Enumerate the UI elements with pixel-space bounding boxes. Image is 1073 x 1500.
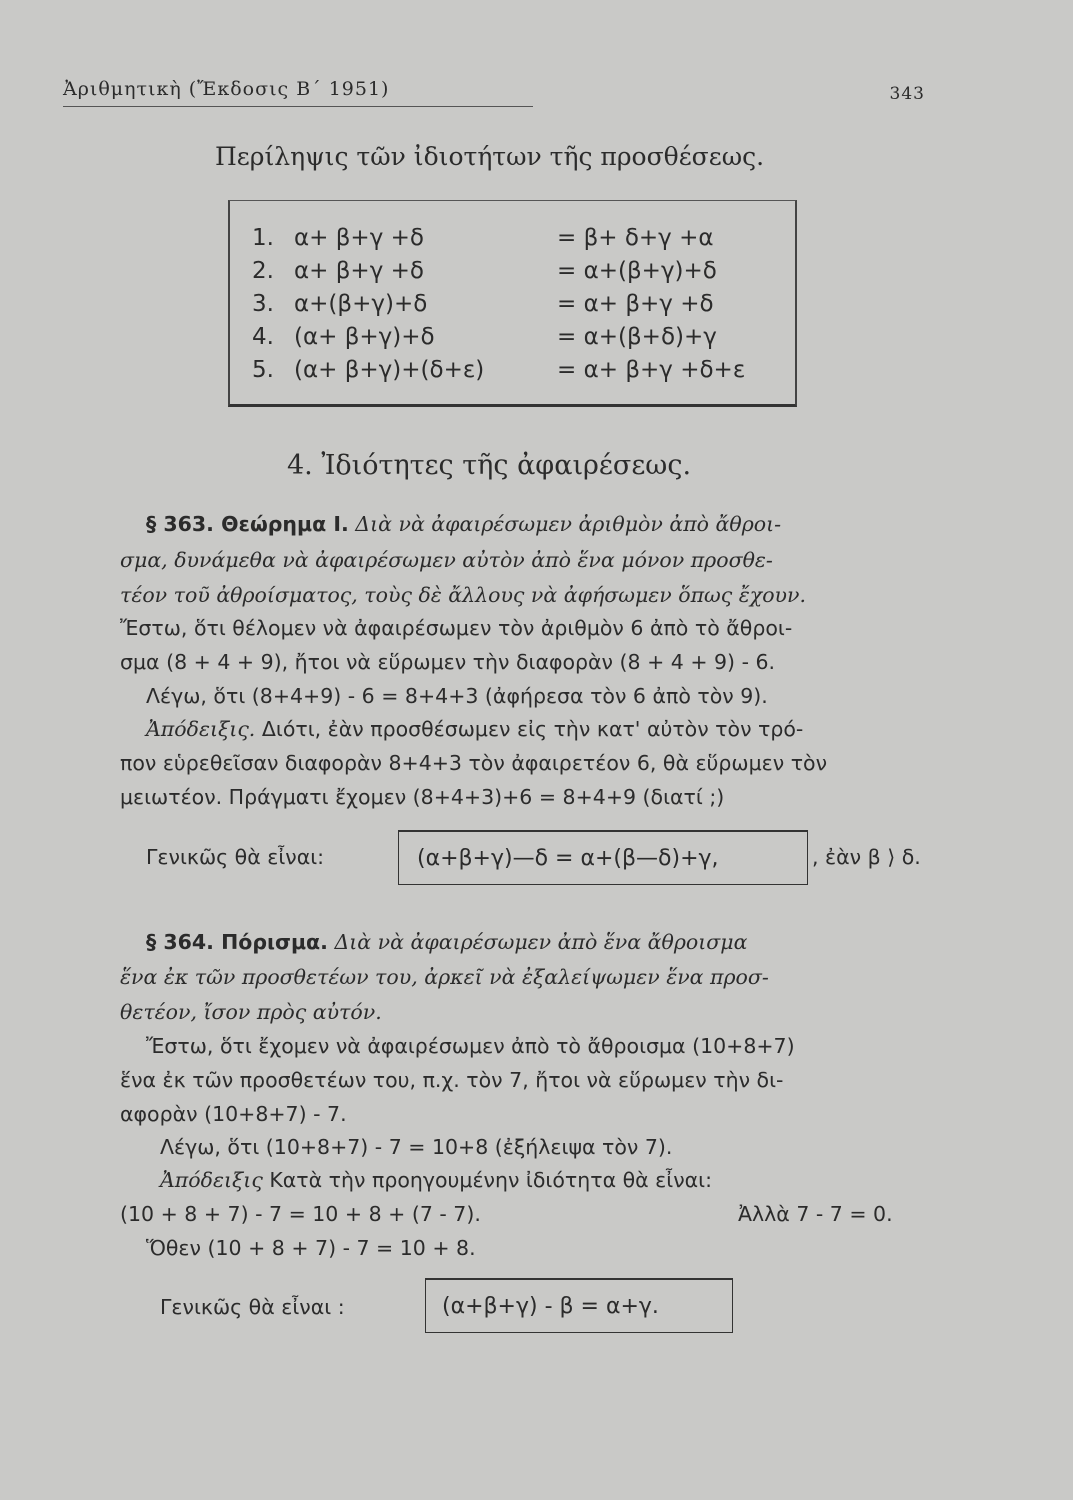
paragraph-line: Λέγω, ὅτι (8+4+9) - 6 = 8+4+3 (ἀφήρεσα τὸν 6 ἀπὸ τὸν 9). bbox=[146, 684, 768, 708]
corollary-label: § 364. Πόρισμα. bbox=[146, 930, 328, 954]
proof-line-1: Ἀπόδειξις Κατὰ τὴν προηγουμένην ἰδιότητα θὰ εἶναι: bbox=[160, 1168, 712, 1192]
proof-label: Ἀπόδειξις bbox=[160, 1168, 263, 1192]
section-heading: 4. Ἰδιότητες τῆς ἀφαιρέσεως. bbox=[287, 450, 692, 481]
formula-box bbox=[398, 830, 808, 885]
corollary-line-1: § 364. Πόρισμα. Διὰ νὰ ἀφαιρέσωμεν ἀπὸ ἕνα ἄθροισμα bbox=[146, 930, 748, 954]
corollary-line-2: ἕνα ἐκ τῶν προσθετέων του, ἀρκεῖ νὰ ἐξαλείψωμεν ἕνα προσ- bbox=[120, 965, 769, 989]
theorem-line-3: τέον τοῦ ἀθροίσματος, τοὺς δὲ ἄλλους νὰ ἀφήσωμεν ὅπως ἔχουν. bbox=[120, 583, 806, 607]
theorem-line-1: § 363. Θεώρημα Ι. Διὰ νὰ ἀφαιρέσωμεν ἀριθμὸν ἀπὸ ἄθροι- bbox=[146, 512, 782, 536]
running-header bbox=[63, 78, 933, 104]
proof-line-1: Ἀπόδειξις. Διότι, ἐὰν προσθέσωμεν εἰς τὴν κατ' αὐτὸν τὸν τρό- bbox=[146, 717, 804, 741]
formula-condition: , ἐὰν β ⟩ δ. bbox=[812, 845, 921, 869]
paragraph-line: σμα (8 + 4 + 9), ἤτοι νὰ εὕρωμεν τὴν διαφορὰν (8 + 4 + 9) - 6. bbox=[120, 650, 776, 674]
paragraph-line: μειωτέον. Πράγματι ἔχομεν (8+4+3)+6 = 8+4+9 (διατί ;) bbox=[120, 785, 725, 809]
paragraph-line: ἕνα ἐκ τῶν προσθετέων του, π.χ. τὸν 7, ἤτοι νὰ εὕρωμεν τὴν δι- bbox=[120, 1068, 784, 1092]
theorem-line-2: σμα, δυνάμεθα νὰ ἀφαιρέσωμεν αὐτὸν ἀπὸ ἕνα μόνον προσθε- bbox=[120, 548, 773, 572]
formula: (α+β+γ) - β = α+γ. bbox=[442, 1293, 659, 1319]
theorem-label: § 363. Θεώρημα Ι. bbox=[146, 512, 349, 536]
summary-title: Περίληψις τῶν ἰδιοτήτων τῆς προσθέσεως. bbox=[215, 142, 765, 171]
formula-box bbox=[425, 1278, 733, 1333]
paragraph-line: Ἔστω, ὅτι ἔχομεν νὰ ἀφαιρέσωμεν ἀπὸ τὸ ἄθροισμα (10+8+7) bbox=[146, 1034, 795, 1058]
general-label: Γενικῶς θὰ εἶναι: bbox=[146, 845, 325, 869]
paragraph-line: αφορὰν (10+8+7) - 7. bbox=[120, 1102, 347, 1126]
proof-label: Ἀπόδειξις. bbox=[146, 717, 256, 741]
general-label: Γενικῶς θὰ εἶναι : bbox=[160, 1295, 345, 1319]
paragraph-line: Ἔστω, ὅτι θέλομεν νὰ ἀφαιρέσωμεν τὸν ἀριθμὸν 6 ἀπὸ τὸ ἄθροι- bbox=[120, 616, 793, 640]
corollary-line-3: θετέον, ἴσον πρὸς αὐτόν. bbox=[120, 1000, 382, 1024]
equation-line: Ὅθεν (10 + 8 + 7) - 7 = 10 + 8. bbox=[146, 1236, 476, 1260]
paragraph-line: Λέγω, ὅτι (10+8+7) - 7 = 10+8 (ἐξήλειψα τὸν 7). bbox=[160, 1135, 673, 1159]
page-number: 343 bbox=[889, 84, 925, 104]
equation-line: (10 + 8 + 7) - 7 = 10 + 8 + (7 - 7). bbox=[120, 1202, 481, 1226]
running-title: Ἀριθμητικὴ (Ἔκδοσις Β΄ 1951) bbox=[63, 78, 390, 100]
header-rule bbox=[63, 106, 533, 107]
formula: (α+β+γ)—δ = α+(β—δ)+γ, bbox=[417, 845, 719, 871]
addition-properties-table: 1. α+ β+γ +δ = β+ δ+γ +α 2. α+ β+γ +δ = α+(β+γ)+δ 3. α+(β+γ)+δ = α+ β+γ +δ 4. (α+ β+γ)+δ = α+(β+δ)+γ 5. (α+ β+γ)+(δ+ε) = α+ β+γ +δ+ε bbox=[228, 200, 797, 407]
paragraph-line: πον εὑρεθεῖσαν διαφορὰν 8+4+3 τὸν ἀφαιρετέον 6, θὰ εὕρωμεν τὸν bbox=[120, 751, 828, 775]
equation-line: Ἀλλὰ 7 - 7 = 0. bbox=[738, 1202, 893, 1226]
